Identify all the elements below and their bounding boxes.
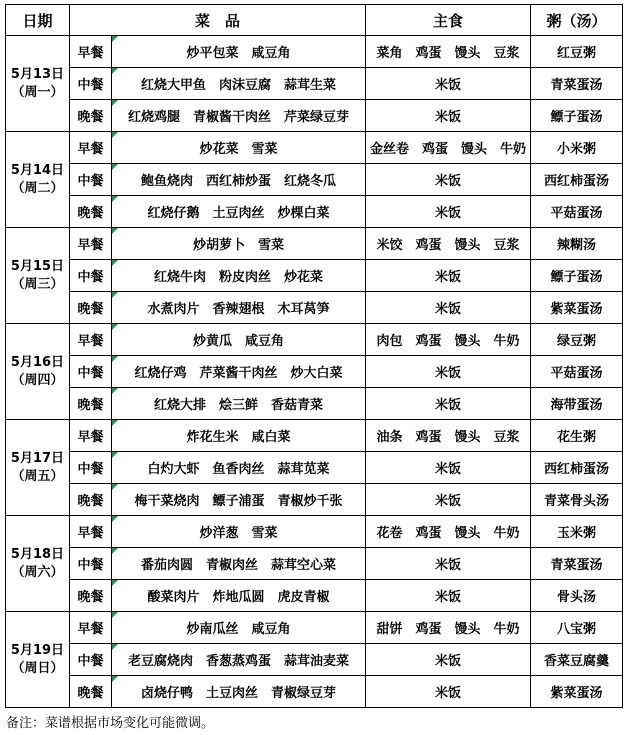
cell-comment-marker-icon bbox=[112, 612, 118, 618]
cell-comment-marker-icon bbox=[112, 580, 118, 586]
day-date-cell bbox=[6, 420, 70, 516]
staple-text: 金丝卷 鸡蛋 馒头 牛奶 bbox=[370, 142, 527, 157]
day-date: 5月14日 bbox=[10, 162, 65, 178]
cell-comment-marker-icon bbox=[112, 420, 118, 426]
meal-text: 晚餐 bbox=[77, 398, 104, 413]
dishes-cell bbox=[112, 580, 366, 612]
staple-text: 米饭 bbox=[435, 366, 462, 381]
dishes-text: 炒黄瓜 咸豆角 bbox=[193, 334, 285, 349]
meal-cell bbox=[70, 420, 112, 452]
day-date: 5月13日 bbox=[10, 66, 65, 82]
staple-text: 米饭 bbox=[435, 654, 462, 669]
soup-cell bbox=[531, 292, 623, 324]
day-weekday: （周六） bbox=[11, 564, 64, 580]
soup-cell bbox=[531, 676, 623, 708]
table-row bbox=[6, 484, 623, 516]
table-row bbox=[6, 228, 623, 260]
cell-comment-marker-icon bbox=[112, 644, 118, 650]
soup-cell bbox=[531, 420, 623, 452]
cell-comment-marker-icon bbox=[112, 260, 118, 266]
footnote: 备注：菜谱根据市场变化可能微调。 bbox=[6, 716, 215, 731]
day-date-cell bbox=[6, 516, 70, 612]
meal-cell bbox=[70, 260, 112, 292]
cell-comment-marker-icon bbox=[112, 324, 118, 330]
meal-text: 晚餐 bbox=[77, 590, 104, 605]
dishes-text: 红烧仔鸡 芹菜酱干肉丝 炒大白菜 bbox=[134, 366, 343, 381]
staple-text: 甜饼 鸡蛋 馒头 牛奶 bbox=[376, 622, 520, 637]
table-row bbox=[6, 612, 623, 644]
table-row bbox=[6, 676, 623, 708]
cell-comment-marker-icon bbox=[112, 548, 118, 554]
staple-text: 米饭 bbox=[435, 110, 462, 125]
meal-text: 早餐 bbox=[77, 238, 104, 253]
staple-cell bbox=[366, 132, 531, 164]
staple-cell bbox=[366, 36, 531, 68]
soup-text: 辣糊汤 bbox=[557, 238, 597, 253]
meal-text: 中餐 bbox=[77, 174, 104, 189]
meal-cell bbox=[70, 132, 112, 164]
soup-cell bbox=[531, 196, 623, 228]
cell-comment-marker-icon bbox=[112, 388, 118, 394]
soup-cell bbox=[531, 452, 623, 484]
dishes-text: 白灼大虾 鱼香肉丝 蒜茸苋菜 bbox=[147, 462, 330, 477]
dishes-cell bbox=[112, 196, 366, 228]
day-date: 5月16日 bbox=[10, 354, 65, 370]
staple-cell bbox=[366, 516, 531, 548]
soup-cell bbox=[531, 548, 623, 580]
staple-cell bbox=[366, 548, 531, 580]
dishes-text: 炸花生米 咸白菜 bbox=[186, 430, 291, 445]
cell-comment-marker-icon bbox=[112, 164, 118, 170]
cell-comment-marker-icon bbox=[112, 516, 118, 522]
soup-cell bbox=[531, 388, 623, 420]
meal-text: 中餐 bbox=[77, 270, 104, 285]
meal-text: 中餐 bbox=[77, 366, 104, 381]
soup-cell bbox=[531, 644, 623, 676]
soup-text: 海带蛋汤 bbox=[550, 398, 603, 413]
cell-comment-marker-icon bbox=[112, 676, 118, 682]
meal-cell bbox=[70, 388, 112, 420]
dishes-text: 梅干菜烧肉 鳔子浦蛋 青椒炒千张 bbox=[134, 494, 343, 509]
table-row bbox=[6, 36, 623, 68]
day-weekday: （周三） bbox=[11, 276, 64, 292]
day-date: 5月15日 bbox=[10, 258, 65, 274]
table-row bbox=[6, 420, 623, 452]
day-date: 5月18日 bbox=[10, 546, 65, 562]
meal-text: 晚餐 bbox=[77, 206, 104, 221]
staple-cell bbox=[366, 676, 531, 708]
soup-text: 紫菜蛋汤 bbox=[550, 686, 603, 701]
header-date: 日期 bbox=[6, 5, 70, 36]
soup-text: 西红柿蛋汤 bbox=[544, 462, 610, 477]
staple-text: 菜角 鸡蛋 馒头 豆浆 bbox=[376, 46, 520, 61]
soup-text: 红豆粥 bbox=[557, 46, 597, 61]
dishes-cell bbox=[112, 260, 366, 292]
staple-cell bbox=[366, 580, 531, 612]
meal-cell bbox=[70, 228, 112, 260]
dishes-text: 炒花菜 雪菜 bbox=[199, 142, 278, 157]
soup-cell bbox=[531, 324, 623, 356]
cell-comment-marker-icon bbox=[112, 356, 118, 362]
staple-cell bbox=[366, 452, 531, 484]
meal-text: 早餐 bbox=[77, 334, 104, 349]
dishes-text: 炒胡萝卜 雪菜 bbox=[193, 238, 285, 253]
table-row bbox=[6, 548, 623, 580]
dishes-text: 老豆腐烧肉 香葱蒸鸡蛋 蒜茸油麦菜 bbox=[128, 654, 350, 669]
menu-table-body bbox=[6, 5, 623, 708]
dishes-cell bbox=[112, 452, 366, 484]
meal-cell bbox=[70, 36, 112, 68]
dishes-cell bbox=[112, 36, 366, 68]
meal-cell bbox=[70, 196, 112, 228]
header-row bbox=[6, 5, 623, 36]
staple-cell bbox=[366, 324, 531, 356]
staple-cell bbox=[366, 164, 531, 196]
soup-text: 鳔子蛋汤 bbox=[550, 270, 603, 285]
soup-cell bbox=[531, 580, 623, 612]
dishes-text: 酸菜肉片 炸地瓜圆 虎皮青椒 bbox=[147, 590, 330, 605]
table-row bbox=[6, 388, 623, 420]
dishes-cell bbox=[112, 420, 366, 452]
cell-comment-marker-icon bbox=[112, 36, 118, 42]
meal-cell bbox=[70, 644, 112, 676]
header-dishes: 菜 品 bbox=[70, 5, 366, 36]
dishes-cell bbox=[112, 68, 366, 100]
meal-cell bbox=[70, 68, 112, 100]
header-soup: 粥（汤） bbox=[531, 5, 623, 36]
staple-text: 米饺 鸡蛋 馒头 豆浆 bbox=[376, 238, 520, 253]
staple-cell bbox=[366, 68, 531, 100]
soup-text: 香菜豆腐羹 bbox=[544, 654, 610, 669]
staple-text: 米饭 bbox=[435, 206, 462, 221]
meal-text: 早餐 bbox=[77, 430, 104, 445]
soup-cell bbox=[531, 484, 623, 516]
staple-cell bbox=[366, 292, 531, 324]
soup-cell bbox=[531, 612, 623, 644]
meal-cell bbox=[70, 164, 112, 196]
staple-text: 米饭 bbox=[435, 270, 462, 285]
dishes-cell bbox=[112, 324, 366, 356]
soup-text: 绿豆粥 bbox=[557, 334, 597, 349]
day-weekday: （周五） bbox=[11, 468, 64, 484]
dishes-cell bbox=[112, 548, 366, 580]
table-row bbox=[6, 292, 623, 324]
cell-comment-marker-icon bbox=[112, 452, 118, 458]
dishes-text: 红烧大甲鱼 肉沫豆腐 蒜茸生菜 bbox=[141, 78, 337, 93]
day-weekday: （周日） bbox=[11, 660, 64, 676]
dishes-text: 卤烧仔鸭 土豆肉丝 青椒绿豆芽 bbox=[141, 686, 337, 701]
staple-text: 花卷 鸡蛋 馒头 牛奶 bbox=[376, 526, 520, 541]
dishes-text: 红烧大排 烩三鲜 香菇青菜 bbox=[154, 398, 324, 413]
meal-cell bbox=[70, 516, 112, 548]
soup-text: 八宝粥 bbox=[557, 622, 597, 637]
soup-text: 平菇蛋汤 bbox=[550, 206, 603, 221]
soup-cell bbox=[531, 68, 623, 100]
soup-text: 骨头汤 bbox=[557, 590, 597, 605]
day-weekday: （周一） bbox=[11, 84, 64, 100]
meal-text: 中餐 bbox=[77, 78, 104, 93]
staple-cell bbox=[366, 612, 531, 644]
soup-text: 青菜蛋汤 bbox=[550, 78, 603, 93]
soup-cell bbox=[531, 228, 623, 260]
staple-text: 米饭 bbox=[435, 398, 462, 413]
meal-text: 早餐 bbox=[77, 526, 104, 541]
staple-text: 肉包 鸡蛋 馒头 牛奶 bbox=[376, 334, 520, 349]
table-row bbox=[6, 516, 623, 548]
meal-cell bbox=[70, 324, 112, 356]
staple-text: 米饭 bbox=[435, 590, 462, 605]
table-row bbox=[6, 452, 623, 484]
soup-cell bbox=[531, 164, 623, 196]
dishes-text: 红烧牛肉 粉皮肉丝 炒花菜 bbox=[154, 270, 324, 285]
weekly-menu-table bbox=[5, 4, 623, 708]
dishes-cell bbox=[112, 612, 366, 644]
meal-text: 早餐 bbox=[77, 142, 104, 157]
dishes-cell bbox=[112, 100, 366, 132]
table-row bbox=[6, 260, 623, 292]
staple-cell bbox=[366, 388, 531, 420]
soup-text: 青菜蛋汤 bbox=[550, 558, 603, 573]
soup-cell bbox=[531, 260, 623, 292]
staple-cell bbox=[366, 196, 531, 228]
meal-text: 早餐 bbox=[77, 622, 104, 637]
soup-cell bbox=[531, 36, 623, 68]
cell-comment-marker-icon bbox=[112, 100, 118, 106]
day-date-cell bbox=[6, 324, 70, 420]
cell-comment-marker-icon bbox=[112, 68, 118, 74]
day-weekday: （周四） bbox=[11, 372, 64, 388]
meal-text: 晚餐 bbox=[77, 110, 104, 125]
dishes-cell bbox=[112, 228, 366, 260]
soup-cell bbox=[531, 516, 623, 548]
dishes-cell bbox=[112, 676, 366, 708]
table-row bbox=[6, 196, 623, 228]
staple-cell bbox=[366, 100, 531, 132]
day-date: 5月17日 bbox=[10, 450, 65, 466]
day-date-cell bbox=[6, 612, 70, 708]
dishes-cell bbox=[112, 292, 366, 324]
dishes-cell bbox=[112, 484, 366, 516]
meal-cell bbox=[70, 612, 112, 644]
day-date-cell bbox=[6, 132, 70, 228]
meal-text: 中餐 bbox=[77, 558, 104, 573]
staple-cell bbox=[366, 644, 531, 676]
dishes-text: 番茄肉圆 青椒肉丝 蒜茸空心菜 bbox=[141, 558, 337, 573]
cell-comment-marker-icon bbox=[112, 196, 118, 202]
soup-cell bbox=[531, 100, 623, 132]
meal-cell bbox=[70, 548, 112, 580]
day-weekday: （周二） bbox=[11, 180, 64, 196]
staple-cell bbox=[366, 356, 531, 388]
dishes-cell bbox=[112, 132, 366, 164]
meal-cell bbox=[70, 292, 112, 324]
staple-cell bbox=[366, 228, 531, 260]
dishes-text: 红烧仔鹅 土豆肉丝 炒棵白菜 bbox=[147, 206, 330, 221]
soup-text: 西红柿蛋汤 bbox=[544, 174, 610, 189]
soup-text: 小米粥 bbox=[557, 142, 597, 157]
table-row bbox=[6, 164, 623, 196]
staple-text: 米饭 bbox=[435, 558, 462, 573]
soup-cell bbox=[531, 356, 623, 388]
staple-text: 油条 鸡蛋 馒头 豆浆 bbox=[376, 430, 520, 445]
staple-text: 米饭 bbox=[435, 78, 462, 93]
meal-text: 晚餐 bbox=[77, 494, 104, 509]
dishes-cell bbox=[112, 644, 366, 676]
staple-text: 米饭 bbox=[435, 174, 462, 189]
dishes-cell bbox=[112, 388, 366, 420]
soup-text: 平菇蛋汤 bbox=[550, 366, 603, 381]
soup-text: 玉米粥 bbox=[557, 526, 597, 541]
soup-text: 青菜骨头汤 bbox=[544, 494, 610, 509]
meal-cell bbox=[70, 452, 112, 484]
day-date-cell bbox=[6, 228, 70, 324]
meal-cell bbox=[70, 484, 112, 516]
header-staple: 主食 bbox=[366, 5, 531, 36]
meal-text: 晚餐 bbox=[77, 302, 104, 317]
staple-cell bbox=[366, 260, 531, 292]
table-row bbox=[6, 100, 623, 132]
cell-comment-marker-icon bbox=[112, 484, 118, 490]
meal-cell bbox=[70, 580, 112, 612]
dishes-text: 红烧鸡腿 青椒酱干肉丝 芹菜绿豆芽 bbox=[128, 110, 350, 125]
meal-text: 晚餐 bbox=[77, 686, 104, 701]
dishes-text: 炒南瓜丝 咸豆角 bbox=[186, 622, 291, 637]
table-row bbox=[6, 132, 623, 164]
table-row bbox=[6, 356, 623, 388]
cell-comment-marker-icon bbox=[112, 132, 118, 138]
table-row bbox=[6, 580, 623, 612]
meal-cell bbox=[70, 100, 112, 132]
dishes-text: 炒平包菜 咸豆角 bbox=[186, 46, 291, 61]
meal-cell bbox=[70, 356, 112, 388]
soup-text: 花生粥 bbox=[557, 430, 597, 445]
staple-text: 米饭 bbox=[435, 686, 462, 701]
table-row bbox=[6, 324, 623, 356]
dishes-cell bbox=[112, 164, 366, 196]
cell-comment-marker-icon bbox=[112, 292, 118, 298]
staple-text: 米饭 bbox=[435, 302, 462, 317]
meal-cell bbox=[70, 676, 112, 708]
staple-text: 米饭 bbox=[435, 462, 462, 477]
table-row bbox=[6, 68, 623, 100]
dishes-text: 鲍鱼烧肉 西红柿炒蛋 红烧冬瓜 bbox=[141, 174, 337, 189]
staple-cell bbox=[366, 484, 531, 516]
soup-text: 紫菜蛋汤 bbox=[550, 302, 603, 317]
staple-text: 米饭 bbox=[435, 494, 462, 509]
meal-text: 中餐 bbox=[77, 462, 104, 477]
dishes-text: 水煮肉片 香辣翅根 木耳莴笋 bbox=[147, 302, 330, 317]
soup-text: 鳔子蛋汤 bbox=[550, 110, 603, 125]
dishes-text: 炒洋葱 雪菜 bbox=[199, 526, 278, 541]
dishes-cell bbox=[112, 516, 366, 548]
table-row bbox=[6, 644, 623, 676]
meal-text: 早餐 bbox=[77, 46, 104, 61]
day-date: 5月19日 bbox=[10, 642, 65, 658]
staple-cell bbox=[366, 420, 531, 452]
dishes-cell bbox=[112, 356, 366, 388]
day-date-cell bbox=[6, 36, 70, 132]
meal-text: 中餐 bbox=[77, 654, 104, 669]
soup-cell bbox=[531, 132, 623, 164]
cell-comment-marker-icon bbox=[112, 228, 118, 234]
